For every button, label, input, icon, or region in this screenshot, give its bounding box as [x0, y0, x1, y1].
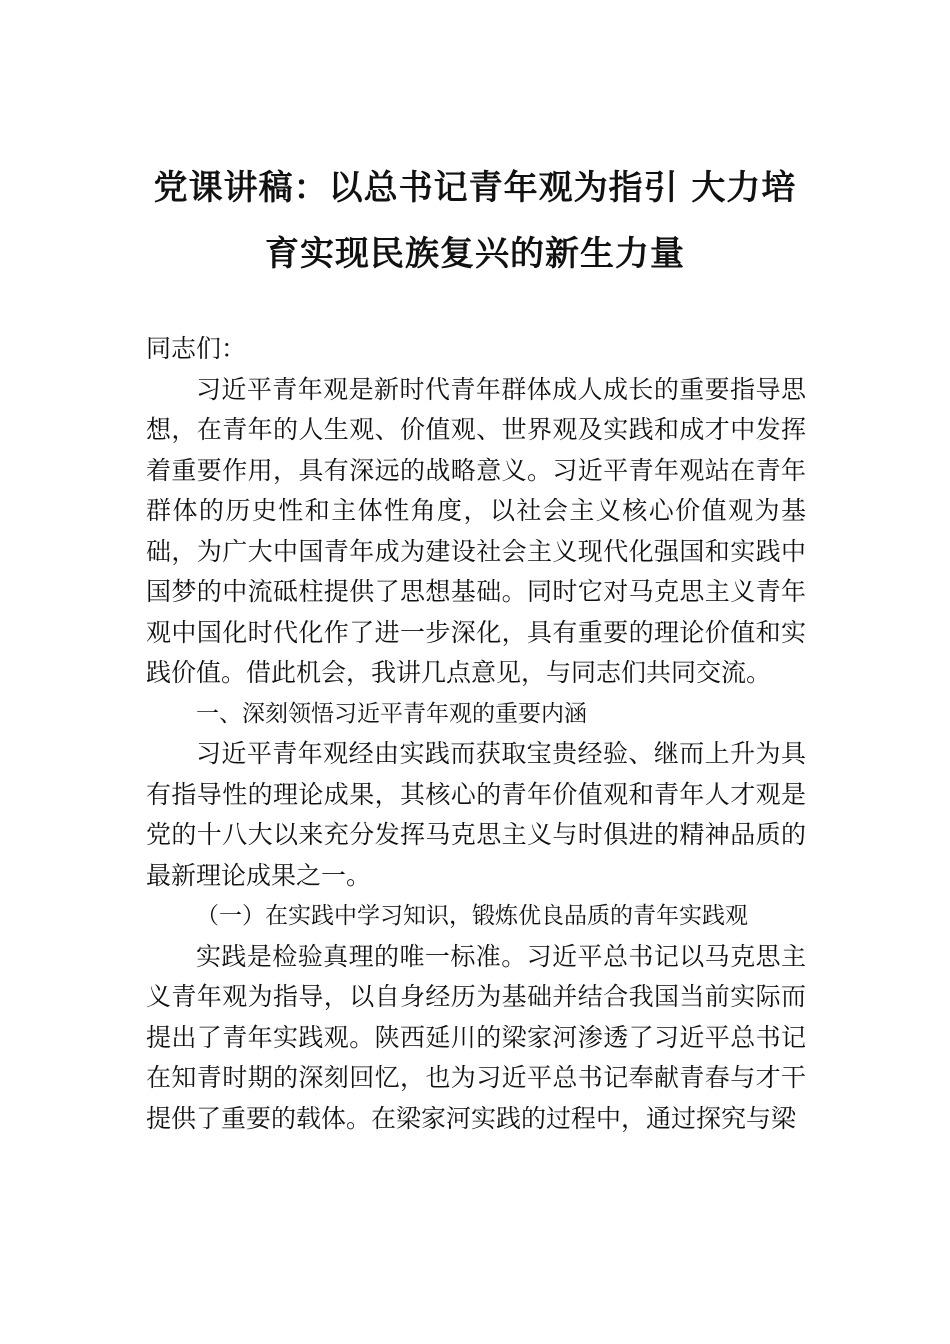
- document-title-line-2: 育实现民族复兴的新生力量: [265, 234, 685, 274]
- paragraph-intro: 习近平青年观是新时代青年群体成人成长的重要指导思想，在青年的人生观、价值观、世界观及实践和成才中发挥着重要作用，具有深远的战略意义。习近平青年观站在青年群体的历史性和主体性角度，以社会主义核心价值观为基础，为广大中国青年成为建设社会主义现代化强国和实践中国梦的中流砥柱提供了思想基础。同时它对马克思主义青年观中国化时代化作了进一步深化，具有重要的理论价值和实践价值。借此机会，我讲几点意见，与同志们共同交流。: [146, 374, 806, 687]
- subsection-heading-1: （一）在实践中学习知识，锻炼优良品质的青年实践观: [196, 903, 748, 929]
- paragraph-subsection-1: 实践是检验真理的唯一标准。习近平总书记以马克思主义青年观为指导，以自身经历为基础并结合我国当前实际而提出了青年实践观。陕西延川的梁家河渗透了习近平总书记在知青时期的深刻回忆，也为习近平总书记奉献青春与才干提供了重要的载体。在梁家河实践的过程中，通过探究与梁: [146, 941, 806, 1133]
- document-title-line-1: 党课讲稿：以总书记青年观为指引 大力培: [153, 168, 797, 208]
- paragraph-section-1: 习近平青年观经由实践而获取宝贵经验、继而上升为具有指导性的理论成果，其核心的青年价值观和青年人才观是党的十八大以来充分发挥马克思主义与时俱进的精神品质的最新理论成果之一。: [146, 739, 806, 890]
- section-heading-1: 一、深刻领悟习近平青年观的重要内涵: [196, 700, 587, 727]
- salutation: 同志们：: [146, 334, 247, 363]
- document-body: [146, 329, 806, 1139]
